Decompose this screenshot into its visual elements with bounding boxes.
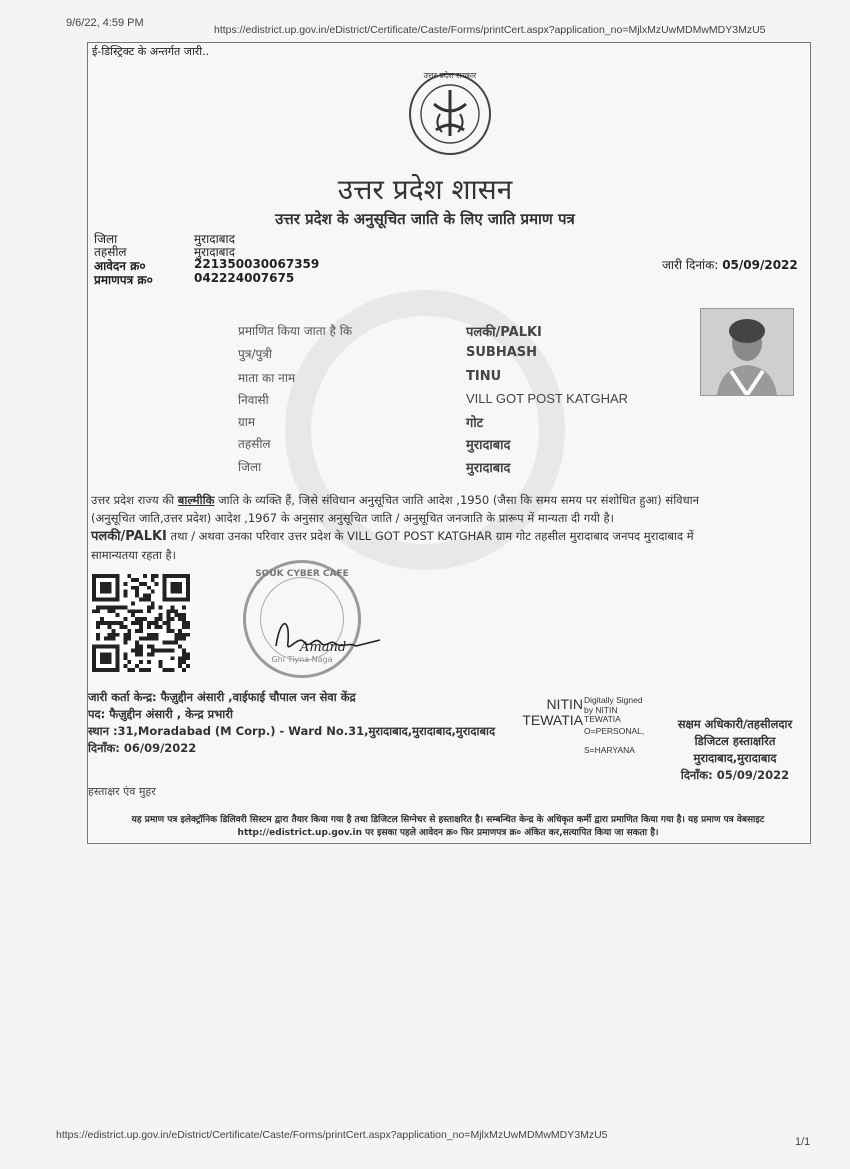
- meta-row: [94, 257, 354, 271]
- meta-label: तहसील: [94, 245, 127, 259]
- signer-name-2: TEWATIA: [522, 712, 583, 728]
- meta-value: मुरादाबाद: [194, 245, 236, 259]
- certificate-subtitle: उत्तर प्रदेश के अनुसूचित जाति के लिए जाति प्रमाण पत्र: [275, 210, 575, 228]
- meta-label: जिला: [94, 232, 118, 246]
- stamp-bottom-text: Ghi Tiyna Naga: [271, 655, 333, 664]
- meta-block: [94, 230, 354, 287]
- issuer-post: पद: फैज़ुद्दीन अंसारी , केन्द्र प्रभारी: [88, 707, 233, 721]
- body-text: तथा / अथवा उनका परिवार उत्तर प्रदेश के VILL GOT POST KATGHAR ग्राम गोट तहसील मुरादाबाद जनपद मुरादाबाद में: [170, 529, 694, 543]
- detail-value: गोट: [466, 416, 484, 431]
- detail-label: तहसील: [238, 437, 271, 451]
- meta-label: आवेदन क्र०: [94, 259, 146, 273]
- page-number: 1/1: [795, 1136, 811, 1148]
- detail-row: [238, 322, 658, 345]
- stamp-text: SOUK CYBER CAFE: [255, 569, 349, 579]
- detail-label: निवासी: [238, 393, 269, 407]
- signer-name-1: NITIN: [546, 696, 583, 712]
- detail-label: ग्राम: [238, 415, 256, 429]
- detail-row: [238, 458, 658, 480]
- footnote-line-2: http://edistrict.up.gov.in पर इसका पहले आवेदन क्र० फिर प्रमाणपत्र क्र० अंकित कर,सत्यापित किया जा सकता है।: [237, 828, 659, 838]
- application-number: 221350030067359: [194, 257, 320, 271]
- signature-text: Amand: [300, 640, 347, 655]
- sign-meta: O=PERSONAL,: [584, 725, 645, 736]
- issue-date-value: 05/09/2022: [722, 258, 798, 272]
- government-title: उत्तर प्रदेश शासन: [337, 173, 513, 206]
- body-text: जाति के व्यक्ति हैं, जिसे संविधान अनुसूचित जाति आदेश ,1950 (जैसा कि समय समय पर संशोधित हुआ) संविधान: [218, 493, 700, 507]
- print-url: https://edistrict.up.gov.in/eDistrict/Certificate/Caste/Forms/printCert.aspx?application_no=MjlxMzUwMDMwMDY3MzU5: [214, 24, 766, 36]
- meta-value: मुरादाबाद: [194, 232, 236, 246]
- meta-label: प्रमाणपत्र क्र०: [94, 273, 153, 287]
- detail-value: SUBHASH: [466, 345, 538, 360]
- detail-row: [238, 391, 658, 413]
- issue-date: [662, 256, 798, 273]
- detail-row: [238, 345, 658, 369]
- detail-value: पलकी/PALKI: [466, 325, 542, 340]
- issuer-place: स्थान :31,Moradabad (M Corp.) - Ward No.31,मुरादाबाद,मुरादाबाद,मुरादाबाद: [88, 724, 496, 738]
- detail-label: जिला: [238, 460, 262, 474]
- caste-name: बाल्मीकि: [177, 493, 215, 507]
- qr-code: [91, 574, 191, 672]
- meta-row: [94, 271, 354, 287]
- sign-meta: Digitally Signed: [584, 695, 643, 705]
- sign-meta: TEWATIA: [584, 714, 621, 724]
- issued-under: ई-डिस्ट्रिक्ट के अन्तर्गत जारी..: [92, 45, 210, 58]
- sign-meta: by NITIN: [584, 704, 618, 715]
- detail-label: माता का नाम: [238, 371, 296, 385]
- meta-row: [94, 230, 354, 246]
- body-line-1: [91, 491, 803, 509]
- issuer-date: दिनाँक: 06/09/2022: [88, 741, 197, 755]
- certificate-body: [91, 491, 803, 564]
- details-block: [238, 322, 658, 480]
- issuer-center: जारी कर्ता केन्द्र: फैज़ुद्दीन अंसारी ,वाईफाई चौपाल जन सेवा केंद्र: [88, 690, 356, 704]
- print-datetime: 9/6/22, 4:59 PM: [66, 17, 144, 29]
- body-applicant-name: पलकी/PALKI: [91, 529, 167, 544]
- authority-line: सक्षम अधिकारी/तहसीलदार: [677, 717, 793, 731]
- emblem-text: उत्तर प्रदेश सरकार: [423, 71, 477, 80]
- sign-meta: S=HARYANA: [584, 745, 635, 755]
- detail-row: [238, 369, 658, 391]
- body-line-3: [91, 527, 803, 546]
- footnote-line-1: यह प्रमाण पत्र इलेक्ट्रॉनिक डिलिवरी सिस्टम द्वारा तैयार किया गया है तथा डिजिटल सिग्नेचर से हस्ताक्षरित है। सम्बन्धित केन्द्र के अधिकृत कर्मी द्वारा प्रमाणित किया गया है। यह प्रमाण पत्र वेबसाइट: [131, 815, 765, 825]
- detail-row: [238, 413, 658, 435]
- detail-value: VILL GOT POST KATGHAR: [466, 391, 629, 406]
- detail-value: TINU: [466, 369, 502, 384]
- detail-value: मुरादाबाद: [466, 438, 511, 453]
- body-line-2: (अनुसूचित जाति,उत्तर प्रदेश) आदेश ,1967 के अनुसार अनुसूचित जाति / अनुसूचित जनजाति के प्रारूप में मान्यता दी गयी है।: [91, 511, 614, 525]
- footer-url: https://edistrict.up.gov.in/eDistrict/Certificate/Caste/Forms/printCert.aspx?application_no=MjlxMzUwMDMwMDY3MzU5: [56, 1129, 608, 1141]
- issuer-block: [88, 689, 538, 757]
- detail-label: प्रमाणित किया जाता है कि: [238, 324, 353, 338]
- authority-line: मुरादाबाद,मुरादाबाद: [693, 751, 777, 765]
- detail-value: मुरादाबाद: [466, 461, 511, 476]
- applicant-photo: [700, 308, 794, 396]
- certificate-number: 042224007675: [194, 271, 295, 285]
- footnote: [90, 814, 806, 840]
- meta-row: [94, 243, 354, 257]
- issue-date-label: जारी दिनांक:: [662, 258, 719, 272]
- sign-seal-label: हस्ताक्षर एंव मुहर: [88, 785, 156, 798]
- authority-block: [664, 716, 806, 784]
- authority-line: दिनाँक: 05/09/2022: [680, 768, 790, 782]
- detail-label: पुत्र/पुत्री: [238, 347, 273, 361]
- authority-line: डिजिटल हस्ताक्षरित: [694, 734, 776, 748]
- body-text: उत्तर प्रदेश राज्य की: [91, 493, 175, 507]
- body-line-4: सामान्यतया रहता है।: [91, 548, 176, 562]
- detail-row: [238, 435, 658, 458]
